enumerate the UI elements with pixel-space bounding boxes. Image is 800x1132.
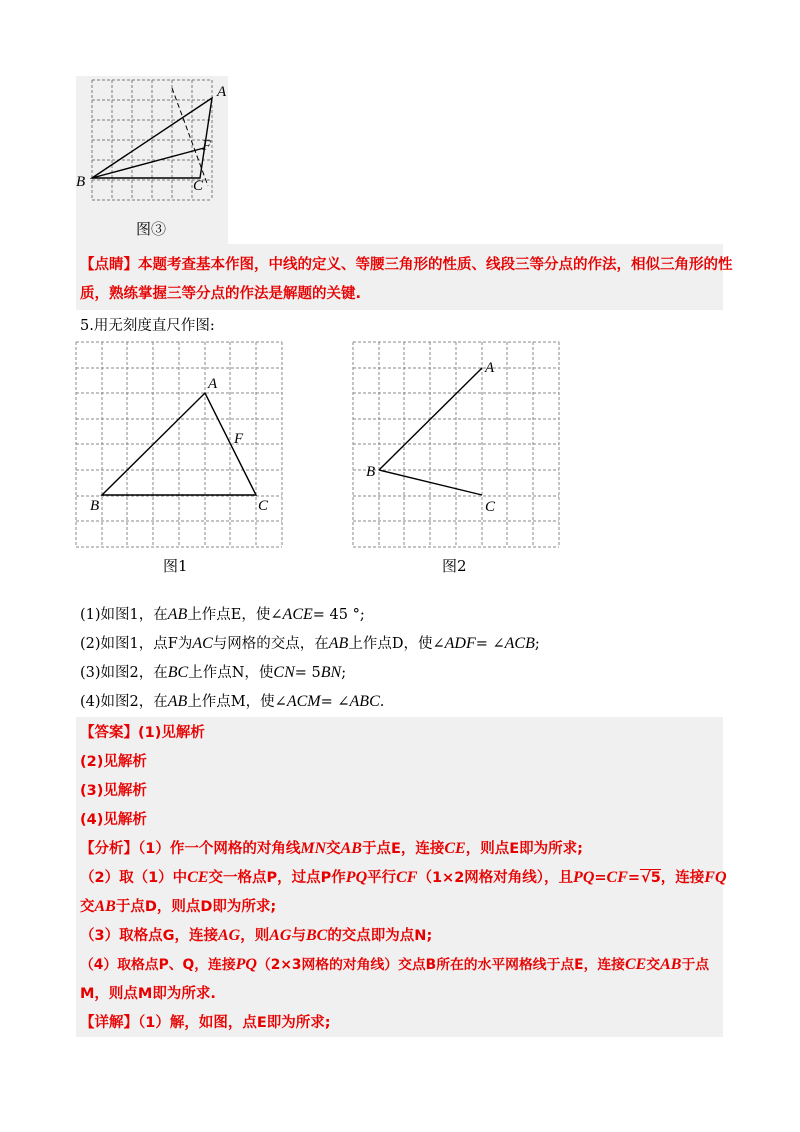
dianjing-text-1: 本题考查基本作图，中线的定义、等腰三角形的性质、线段三等分点的作法，相似三角形的性 (138, 257, 733, 273)
analysis-line-4 (80, 925, 432, 947)
q1-ab: AB (167, 606, 188, 623)
analysis-p2-cf: CF (396, 869, 418, 886)
figure-2-label-b: B (366, 464, 376, 480)
analysis-tag: 【分析】 (80, 841, 138, 857)
q4-text-d: . (379, 694, 385, 710)
dianjing-tag: 【点睛】 (80, 257, 138, 273)
q3-bc: BC (167, 664, 189, 681)
analysis-p2-pq: PQ (345, 869, 368, 886)
analysis-p3-bc: BC (305, 927, 328, 944)
q3-text-a: (3)如图2，在 (80, 665, 168, 681)
figure-1-label-f: F (234, 431, 244, 447)
figure-1-label-a: A (208, 376, 218, 392)
q2-text-a: (2)如图1，点F为 (80, 636, 193, 652)
answer-1: (1)见解析 (138, 725, 205, 741)
q3-text-b: 上作点N，使 (188, 665, 274, 681)
q4-acm: ACM (286, 693, 321, 710)
q2-text-e: ; (534, 636, 540, 652)
dianjing-line-2: 质，熟练掌握三等分点的作法是解题的关键. (80, 286, 362, 302)
analysis-p4-c: 交 (646, 957, 661, 973)
figure-3-label-c: C (193, 178, 204, 194)
analysis-p1-ce: CE (444, 840, 466, 857)
analysis-p1-mn: MN (300, 840, 327, 857)
q3-text-c: = 5 (294, 665, 321, 681)
analysis-p4-b: （2×3网格的对角线）交点B所在的水平网格线于点E，连接 (256, 957, 625, 973)
q1-text-a: (1)如图1，在 (80, 607, 168, 623)
figure-3-label-b: B (76, 174, 86, 190)
answer-line-2: (2)见解析 (80, 754, 147, 770)
analysis-line-2 (80, 867, 727, 889)
analysis-p1-b: 交 (326, 841, 341, 857)
q1-text-c: = 45 °; (312, 607, 365, 623)
figure-1-label-b: B (90, 498, 100, 514)
analysis-p4-ab: AB (660, 956, 682, 973)
analysis-p2-a: （2）取（1）中 (80, 870, 188, 886)
figure-1-caption: 图1 (163, 557, 188, 575)
answer-line-4: (4)见解析 (80, 812, 147, 828)
question-item-3 (80, 662, 346, 684)
analysis-p3-d: 的交点即为点N; (327, 928, 433, 944)
question-item-4 (80, 691, 384, 713)
figure-3-label-f: F (202, 138, 212, 154)
q3-text-d: ; (341, 665, 347, 681)
q2-text-d: = ∠ (475, 636, 505, 652)
figure-3-dashed-line (172, 88, 208, 186)
q2-adf: ADF (444, 635, 476, 652)
q2-ac: AC (192, 635, 213, 652)
question-item-1 (80, 604, 365, 626)
analysis-p2-sqrt5: √5 (641, 870, 661, 886)
analysis-p2b-a: 交 (80, 899, 95, 915)
q2-text-b: 与网格的交点，在 (212, 636, 329, 652)
figure-2-label-c: C (485, 499, 496, 515)
analysis-p1-c: 于点E，连接 (361, 841, 445, 857)
analysis-p4-pq: PQ (235, 956, 257, 973)
analysis-p2b-b: 于点D，则点D即为所求; (115, 899, 277, 915)
analysis-p1-ab: AB (340, 840, 362, 857)
analysis-p2-f: = (627, 870, 641, 886)
figure-3-caption: 图③ (136, 220, 167, 238)
figure-2-grid (353, 342, 559, 547)
analysis-line-3 (80, 896, 276, 918)
analysis-p2-fq: FQ (704, 869, 727, 886)
analysis-p2-b: 交一格点P，过点P作 (208, 870, 346, 886)
answer-line-1 (80, 722, 205, 744)
analysis-p2-pq2: PQ (573, 869, 595, 886)
figure-2-diagram (348, 340, 568, 560)
analysis-p2-c: 平行 (367, 870, 397, 886)
analysis-p1-a: （1）作一个网格的对角线 (138, 841, 301, 857)
analysis-p3-a: （3）取格点G，连接 (80, 928, 218, 944)
dianjing-line-1 (80, 254, 733, 276)
figure-2-label-a: A (485, 360, 495, 376)
analysis-p3-ag: AG (218, 927, 241, 944)
analysis-p2-d: （1×2网格对角线），且 (417, 870, 574, 886)
figure-1-diagram (72, 340, 302, 560)
answer-tag: 【答案】 (80, 725, 138, 741)
question-item-2 (80, 633, 540, 655)
analysis-p3-c: 与 (291, 928, 306, 944)
analysis-p4-ce: CE (624, 956, 647, 973)
q2-ab: AB (328, 635, 349, 652)
analysis-line-6: M，则点M即为所求. (80, 986, 216, 1002)
analysis-p1-d: ，则点E即为所求; (465, 841, 583, 857)
question-title: 5.用无刻度直尺作图: (80, 318, 215, 334)
q1-ace: ACE (282, 606, 313, 623)
analysis-p4-a: （4）取格点P、Q，连接 (80, 957, 236, 973)
analysis-p2-e: = (594, 870, 607, 886)
q3-cn: CN (273, 664, 295, 681)
q2-acb: ACB (504, 635, 535, 652)
q4-ab: AB (167, 693, 188, 710)
q4-abc: ABC (349, 693, 380, 710)
figure-3-panel (76, 76, 228, 244)
analysis-p2-g: ，连接 (660, 870, 705, 886)
analysis-line-1 (80, 838, 583, 860)
analysis-p2-cf2: CF (606, 869, 628, 886)
q4-text-b: 上作点M，使∠ (187, 694, 287, 710)
analysis-line-5 (80, 954, 709, 976)
q4-text-a: (4)如图2，在 (80, 694, 168, 710)
analysis-p2-ce: CE (187, 869, 209, 886)
figure-3-median-bf (92, 148, 204, 178)
analysis-p4-d: 于点 (681, 957, 710, 973)
analysis-p3-ag2: AG (269, 927, 292, 944)
detail-text: （1）解，如图，点E即为所求; (138, 1015, 331, 1031)
figure-2-caption: 图2 (442, 557, 467, 575)
answer-line-3: (3)见解析 (80, 783, 147, 799)
figure-3-label-a: A (217, 84, 227, 100)
figure-1-label-c: C (258, 498, 269, 514)
figure-1-grid (76, 342, 282, 547)
detail-line-1 (80, 1012, 331, 1034)
q1-text-b: 上作点E，使∠ (187, 607, 283, 623)
detail-tag: 【详解】 (80, 1015, 138, 1031)
q2-text-c: 上作点D，使∠ (348, 636, 445, 652)
analysis-p2b-ab: AB (94, 898, 116, 915)
analysis-p3-b: ，则 (240, 928, 270, 944)
q3-bn: BN (320, 664, 342, 681)
q4-text-c: = ∠ (320, 694, 350, 710)
